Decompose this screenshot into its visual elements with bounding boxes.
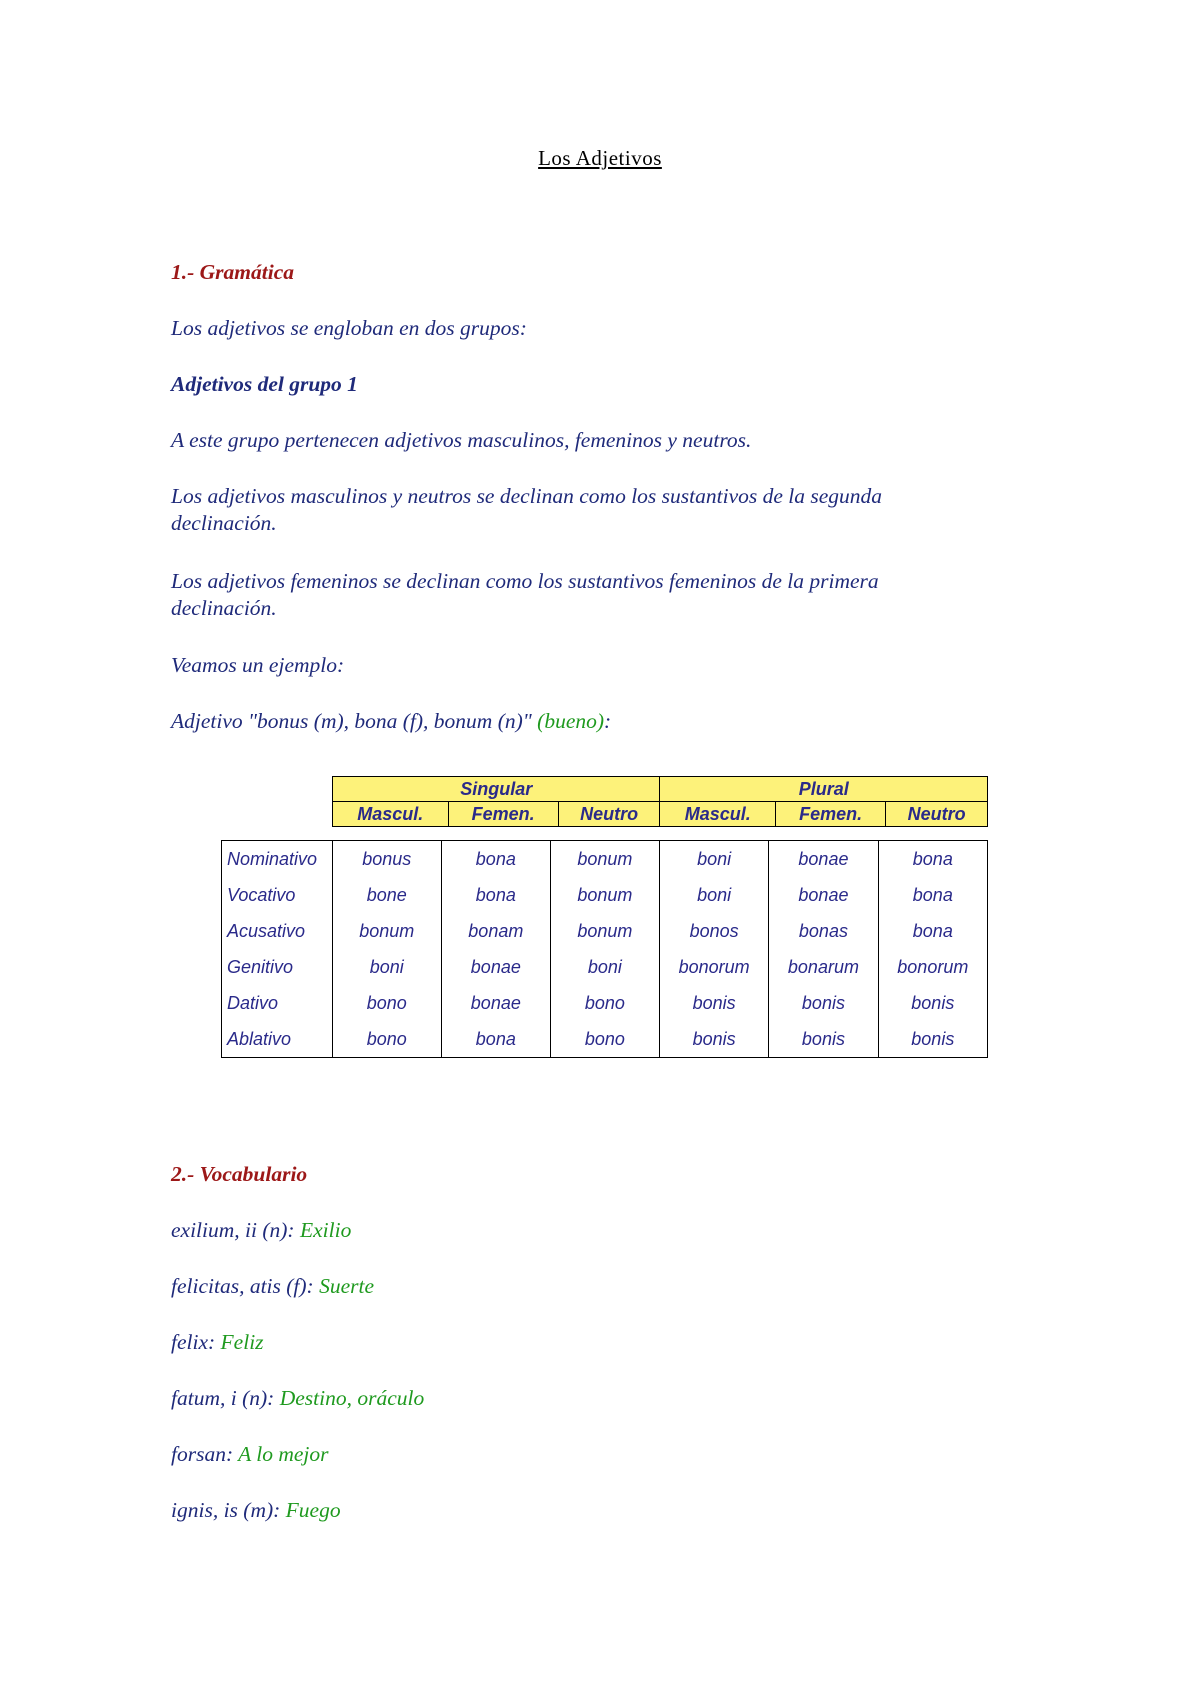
form-cell: bonum (550, 841, 659, 878)
vocab-entry (171, 1496, 1021, 1524)
form-cell: bono (550, 985, 659, 1021)
form-cell: bonis (769, 985, 878, 1021)
page-title: Los Adjetivos (538, 146, 662, 170)
case-label: Genitivo (222, 949, 333, 985)
gender-header: Mascul. (660, 802, 776, 827)
gender-header: Mascul. (333, 802, 449, 827)
gender-header: Neutro (558, 802, 660, 827)
form-cell: boni (550, 949, 659, 985)
form-cell: boni (659, 877, 768, 913)
group-header-singular: Singular (333, 777, 660, 802)
form-cell: bono (332, 985, 441, 1021)
vocab-term: forsan: (171, 1442, 239, 1466)
form-cell: bonae (769, 841, 878, 878)
vocab-entry (171, 1384, 1021, 1412)
form-cell: bonis (659, 985, 768, 1021)
form-cell: bona (878, 841, 987, 878)
vocab-entry (171, 1216, 1021, 1244)
form-cell: bona (441, 841, 550, 878)
paragraph-1: A este grupo pertenecen adjetivos masculinos, femeninos y neutros. (171, 428, 752, 452)
form-cell: bono (550, 1021, 659, 1058)
gender-header: Femen. (775, 802, 885, 827)
section-heading-vocabulary: 2.- Vocabulario (171, 1162, 308, 1186)
form-cell: bonum (550, 877, 659, 913)
form-cell: bonus (332, 841, 441, 878)
vocab-entry (171, 1272, 1021, 1300)
form-cell: bonae (441, 985, 550, 1021)
vocab-meaning: A lo mejor (238, 1442, 329, 1466)
example-suffix: : (604, 709, 612, 733)
form-cell: bonae (441, 949, 550, 985)
vocab-meaning: Suerte (319, 1274, 375, 1298)
case-label: Dativo (222, 985, 333, 1021)
table-row (222, 1021, 988, 1058)
paragraph-3-line-2: declinación. (171, 596, 277, 620)
table-row (222, 949, 988, 985)
form-cell: bona (441, 1021, 550, 1058)
case-label: Nominativo (222, 841, 333, 878)
vocab-meaning: Exilio (299, 1218, 352, 1242)
table-row (222, 985, 988, 1021)
example-line (171, 707, 1021, 735)
gender-header: Neutro (886, 802, 988, 827)
vocab-meaning: Destino, oráculo (279, 1386, 425, 1410)
form-cell: boni (659, 841, 768, 878)
vocab-entry (171, 1440, 1021, 1468)
section-heading-grammar: 1.- Gramática (171, 260, 295, 284)
form-cell: bona (878, 913, 987, 949)
case-label: Ablativo (222, 1021, 333, 1058)
form-cell: bonis (659, 1021, 768, 1058)
paragraph-3-line-1: Los adjetivos femeninos se declinan como los sustantivos femeninos de la primera (171, 569, 879, 593)
vocab-term: fatum, i (n): (171, 1386, 280, 1410)
case-label: Acusativo (222, 913, 333, 949)
form-cell: bonorum (659, 949, 768, 985)
vocab-entry (171, 1328, 1021, 1356)
case-label: Vocativo (222, 877, 333, 913)
form-cell: bono (332, 1021, 441, 1058)
paragraph-2-line-1: Los adjetivos masculinos y neutros se declinan como los sustantivos de la segunda (171, 484, 883, 508)
form-cell: bonam (441, 913, 550, 949)
form-cell: bonum (332, 913, 441, 949)
group-header-plural: Plural (660, 777, 988, 802)
vocab-meaning: Feliz (220, 1330, 264, 1354)
example-gloss: (bueno) (537, 709, 605, 733)
declension-table-header (332, 776, 988, 827)
form-cell: bonis (769, 1021, 878, 1058)
paragraph-2-line-2: declinación. (171, 511, 277, 535)
paragraph-4: Veamos un ejemplo: (171, 653, 345, 677)
form-cell: bonum (550, 913, 659, 949)
table-row (222, 877, 988, 913)
form-cell: bonorum (878, 949, 987, 985)
gender-header: Femen. (448, 802, 558, 827)
group1-heading: Adjetivos del grupo 1 (171, 372, 358, 396)
example-prefix: Adjetivo "bonus (m), bona (f), bonum (n)" (171, 709, 538, 733)
vocab-term: ignis, is (m): (171, 1498, 286, 1522)
form-cell: bone (332, 877, 441, 913)
table-row (222, 841, 988, 878)
form-cell: bonis (878, 1021, 987, 1058)
table-row (222, 913, 988, 949)
vocab-meaning: Fuego (285, 1498, 341, 1522)
declension-table (221, 840, 988, 1058)
vocab-term: felicitas, atis (f): (171, 1274, 320, 1298)
form-cell: bonas (769, 913, 878, 949)
form-cell: bonis (878, 985, 987, 1021)
form-cell: boni (332, 949, 441, 985)
form-cell: bona (878, 877, 987, 913)
form-cell: bona (441, 877, 550, 913)
intro-text: Los adjetivos se engloban en dos grupos: (171, 316, 527, 340)
form-cell: bonarum (769, 949, 878, 985)
form-cell: bonos (659, 913, 768, 949)
vocab-term: felix: (171, 1330, 221, 1354)
form-cell: bonae (769, 877, 878, 913)
vocab-term: exilium, ii (n): (171, 1218, 300, 1242)
